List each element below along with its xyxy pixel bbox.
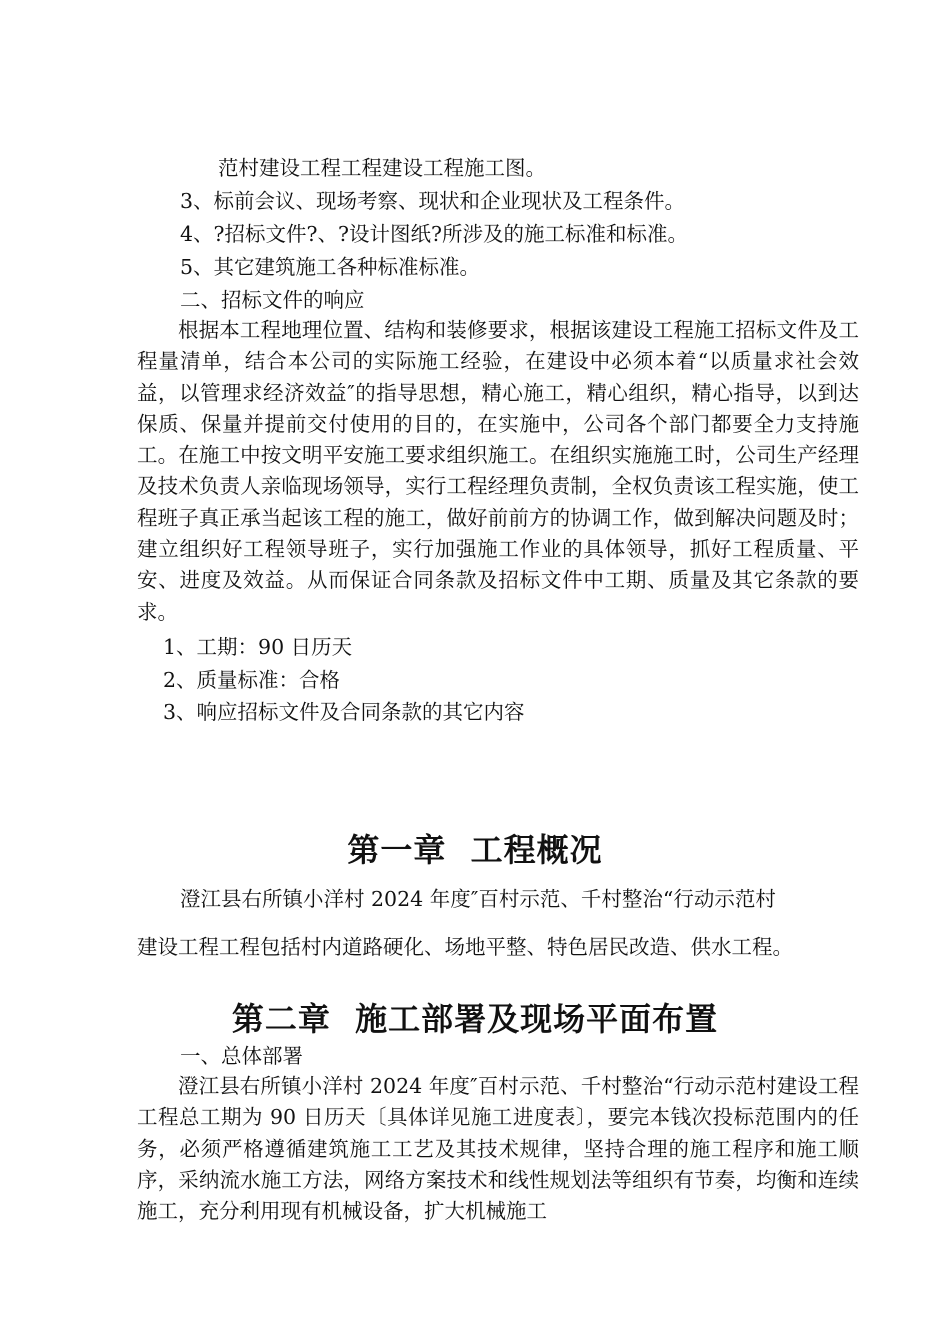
commitment-item-3: 3、响应招标文件及合同条款的其它内容 <box>163 700 525 724</box>
chapter2-paragraph: 澄江县右所镇小洋村 2024 年度″百村示范、千村整治“行动示范村建设工程工程总工期为 90 日历天〔具体详见施工进度表〕，要完本钱次投标范围内的任务，必须严格遵循建筑施工工艺及其技术规律，坚持合理的施工程序和施工顺序，采纳流水施工方法，网络方案技术和线性规划法等组织有节奏，均衡和连续施工，充分利用现有机械设备，扩大机械施工 <box>137 1074 859 1224</box>
section-heading-overall: 一、总体部署 <box>180 1044 303 1068</box>
chapter1-overview-line2: 建设工程工程包括村内道路硬化、场地平整、特色居民改造、供水工程。 <box>137 935 793 959</box>
chapter1-title: 第一章 工程概况 <box>347 831 603 869</box>
intro-item-3: 3、标前会议、现场考察、现状和企业现状及工程条件。 <box>180 189 686 213</box>
response-paragraph: 根据本工程地理位置、结构和装修要求，根据该建设工程施工招标文件及工程量清单，结合本公司的实际施工经验，在建设中必须本着“以质量求社会效益，以管理求经济效益″的指导思想，精心施工，精心组织，精心指导，以到达保质、保量并提前交付使用的目的，在实施中，公司各个部门都要全力支持施工。在施工中按文明平安施工要求组织施工。在组织实施施工时，公司生产经理及技术负责人亲临现场领导，实行工程经理负责制，全权负责该工程实施，使工程班子真正承当起该工程的施工，做好前前方的协调工作，做到解决问题及时；建立组织好工程领导班子，实行加强施工作业的具体领导，抓好工程质量、平安、进度及效益。从而保证合同条款及招标文件中工期、质量及其它条款的要求。 <box>137 318 859 624</box>
intro-item-4: 4、?招标文件?、?设计图纸?所涉及的施工标准和标准。 <box>180 222 689 246</box>
intro-item-5: 5、其它建筑施工各种标准标准。 <box>180 255 481 279</box>
section-heading-response: 二、招标文件的响应 <box>180 288 365 312</box>
commitment-item-2: 2、质量标准：合格 <box>163 668 341 692</box>
chapter2-title: 第二章 施工部署及现场平面布置 <box>231 1000 719 1038</box>
chapter1-overview-line1: 澄江县右所镇小洋村 2024 年度″百村示范、千村整治“行动示范村 <box>180 887 776 911</box>
commitment-item-1: 1、工期：90 日历天 <box>163 635 353 659</box>
intro-line-continuation: 范村建设工程工程建设工程施工图。 <box>218 156 546 180</box>
